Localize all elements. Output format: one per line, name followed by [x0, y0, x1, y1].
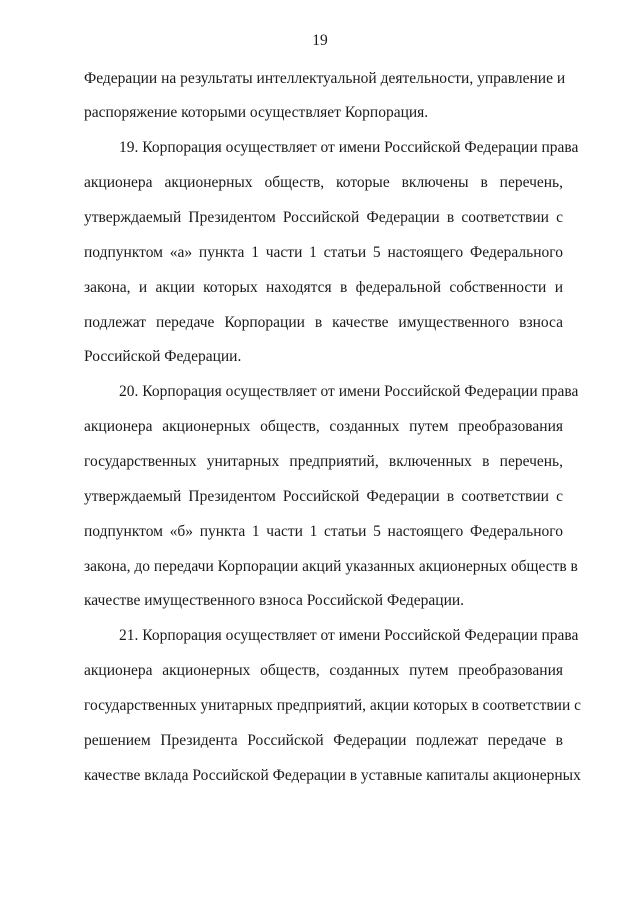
text-line: акционера акционерных обществ, созданных путем преобразования — [84, 662, 563, 679]
text-line: государственных унитарных предприятий, включенных в перечень, — [84, 453, 563, 470]
page-number: 19 — [312, 32, 328, 49]
text-line: распоряжение которыми осуществляет Корпорация. — [84, 104, 429, 121]
text-line: акционера акционерных обществ, которые включены в перечень, — [84, 174, 563, 191]
text-line: Федерации на результаты интеллектуальной деятельности, управление и — [84, 70, 566, 87]
text-line: качестве вклада Российской Федерации в уставные капиталы акционерных — [84, 767, 581, 784]
clause-20-heading-line: 20. Корпорация осуществляет от имени Российской Федерации права — [119, 383, 579, 400]
text-line: государственных унитарных предприятий, акции которых в соответствии с — [84, 697, 582, 714]
clause-21-heading-line: 21. Корпорация осуществляет от имени Российской Федерации права — [119, 627, 579, 644]
text-line: акционера акционерных обществ, созданных путем преобразования — [84, 418, 563, 435]
clause-19-heading-line: 19. Корпорация осуществляет от имени Российской Федерации права — [119, 139, 579, 156]
text-line: Российской Федерации. — [84, 348, 242, 365]
text-line: утверждаемый Президентом Российской Федерации в соответствии с — [84, 209, 563, 226]
text-line: подпунктом «б» пункта 1 части 1 статьи 5 настоящего Федерального — [84, 523, 563, 540]
text-line: закона, и акции которых находятся в федеральной собственности и — [84, 279, 563, 296]
text-line: утверждаемый Президентом Российской Федерации в соответствии с — [84, 488, 563, 505]
text-line: закона, до передачи Корпорации акций указанных акционерных обществ в — [84, 558, 578, 575]
text-line: решением Президента Российской Федерации подлежат передаче в — [84, 732, 563, 749]
text-line: подлежат передаче Корпорации в качестве имущественного взноса — [84, 314, 563, 331]
text-line: качестве имущественного взноса Российской Федерации. — [84, 592, 465, 609]
text-line: подпунктом «а» пункта 1 части 1 статьи 5 настоящего Федерального — [84, 244, 563, 261]
